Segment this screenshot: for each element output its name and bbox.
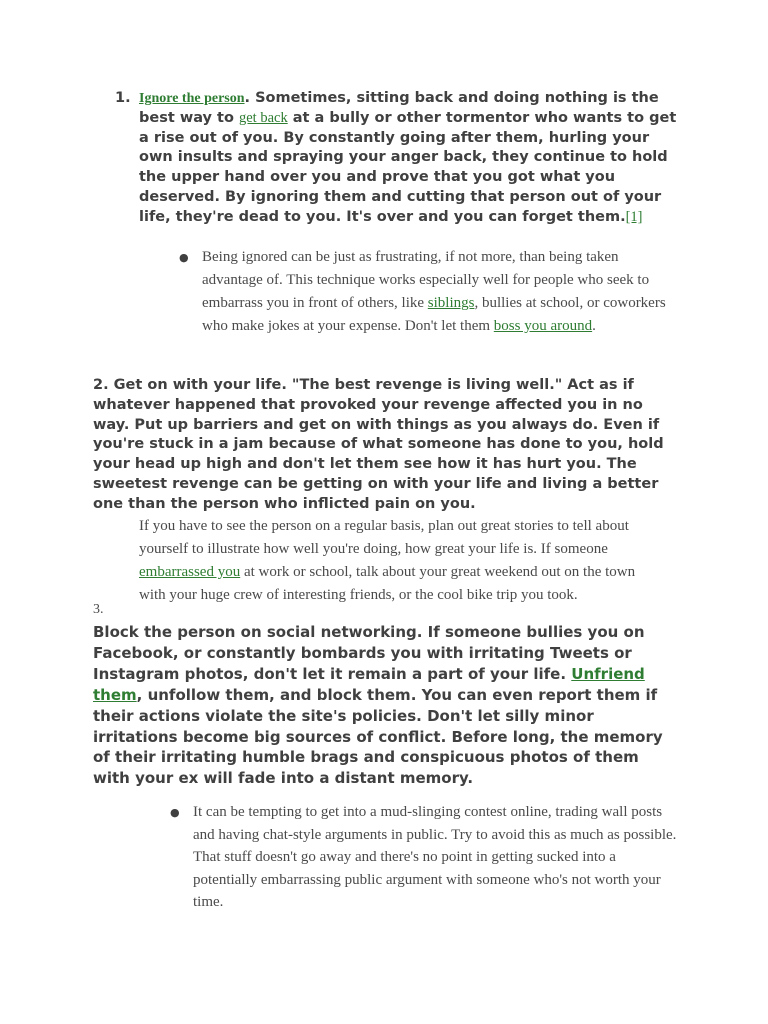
get-back-link[interactable]: get back — [239, 109, 288, 126]
reference-1-link[interactable]: [1] — [625, 208, 643, 225]
step-3-paragraph — [93, 622, 673, 789]
bullet-icon: ● — [179, 251, 189, 264]
list-number-1: 1. — [115, 90, 131, 106]
list-number-3: 3. — [93, 602, 104, 617]
step-1-bullet — [202, 246, 672, 338]
siblings-link[interactable]: siblings — [427, 295, 475, 311]
embarrassed-you-link[interactable]: embarrassed you — [139, 564, 241, 580]
step-1-bullet-text-b: , bullies at school, or coworkers who make jokes at your expense. Don't let them — [202, 295, 666, 334]
step-3-text-b: , unfollow them, and block them. You can even report them if their actions violate the site's policies. Don't let silly minor irritations become big sources of conflict. Before long, the memory of their irritating humble brags and conspicuous photos of them with your ex will fade into a distant memory. — [93, 685, 663, 788]
ignore-the-person-link[interactable]: Ignore the person — [139, 91, 245, 106]
step-1-bullet-text-a: Being ignored can be just as frustrating, if not more, than being taken advantage of. This technique works especially well for people who seek to embarrass you in front of others, like — [202, 249, 650, 311]
step-2-paragraph: 2. Get on with your life. "The best revenge is living well." Act as if whatever happened that provoked your revenge affected you in no way. Put up barriers and get on with things as you always do. Even if you're stuck in a jam because of what someone has done to you, hold your head up high and don't let them see how it has hurt you. The sweetest revenge can be getting on with your life and living a better one than the person who inflicted pain on you. — [93, 377, 664, 512]
step-2-tip — [139, 515, 659, 607]
step-1-intro-text: . Sometimes, sitting back and doing nothing is the best way to — [139, 90, 659, 126]
step-1-bullet-text-c: . — [592, 318, 596, 334]
step-1-body-text: at a bully or other tormentor who wants to get a rise out of you. By constantly going after them, hurling your own insults and spraying your anger back, they continue to hold the upper hand over you and prove that you got what you deserved. By ignoring them and cutting that person out of your life, they're dead to you. It's over and you can forget them. — [139, 109, 677, 225]
step-2-tip-text-b: at work or school, talk about your great weekend out on the town with your huge crew of interesting friends, or the cool bike trip you took. — [139, 564, 636, 603]
step-3-text-a: Block the person on social networking. If someone bullies you on Facebook, or constantly bombards you with irritating Tweets or Instagram photos, don't let it remain a part of your life. — [93, 623, 645, 683]
boss-you-around-link[interactable]: boss you around — [493, 318, 593, 334]
bullet-icon: ● — [170, 806, 180, 819]
step-1-paragraph — [139, 89, 679, 228]
step-2-tip-text-a: If you have to see the person on a regular basis, plan out great stories to tell about yourself to illustrate how well you're doing, how great your life is. If someone — [139, 518, 629, 557]
step-3-bullet: It can be tempting to get into a mud-slinging contest online, trading wall posts and having chat-style arguments in public. Try to avoid this as much as possible. That stuff doesn't go away and there's no point in getting sucked into a potentially embarrassing public argument with someone who's not worth your time. — [193, 804, 677, 910]
unfriend-them-link[interactable]: Unfriend them — [93, 664, 645, 704]
